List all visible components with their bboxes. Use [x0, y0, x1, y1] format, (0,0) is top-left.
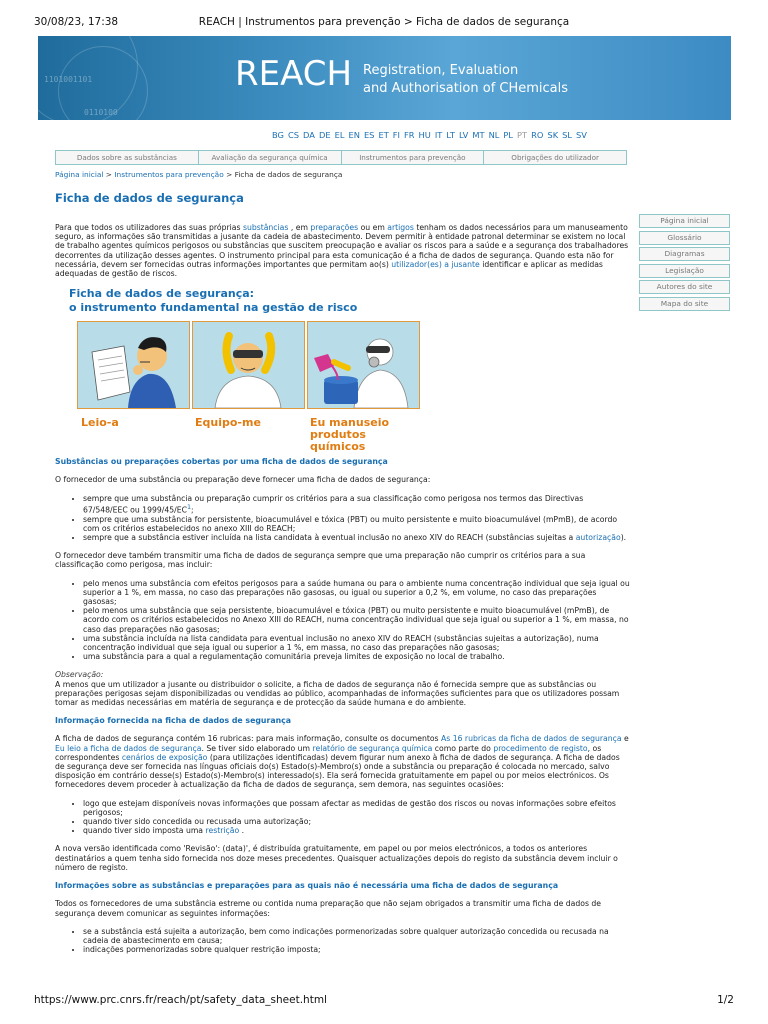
illustration-title-line2: o instrumento fundamental na gestão de risco [69, 301, 358, 315]
section1-paragraph2: O fornecedor deve também transmitir uma ficha de dados de segurança sempre que uma preparação não cumprir os critérios para a sua classificação como perigosa, mas incluir: [55, 551, 586, 570]
text: A ficha de dados de segurança contém 16 rubricas: para mais informação, consulte os documentos [55, 734, 441, 744]
language-link-sk[interactable]: SK [547, 130, 559, 140]
text: ). [620, 533, 627, 542]
tab-dados-substancias[interactable]: Dados sobre as substâncias [56, 151, 199, 164]
side-nav-authors[interactable]: Autores do site [639, 280, 730, 294]
caption-manuseio [310, 417, 425, 453]
section2-paragraph2: A nova versão identificada como 'Revisão': (data)', é distribuída gratuitamente, em papel ou por meios electrónicos, a todos os anteriores destinatários a quem tenha sido fornecida nos doze meses precedentes. Quaisquer actualizações depois do registo da substância devem incluir o número de registo. [55, 844, 618, 872]
illustration-title-line1: Ficha de dados de segurança: [69, 287, 255, 301]
page-title: Ficha de dados de segurança [55, 191, 244, 205]
language-link-pt[interactable]: PT [517, 130, 528, 140]
text: ; [191, 505, 194, 515]
text: (para utilizações identificadas) devem figurar num anexo à ficha de dados de segurança. A ficha de dados de segurança deve ser fornecida nas línguas oficiais do(s) Estado(s)-Membro(s) onde a substância ou preparação é colocada no mercado, salvo disposição em contrário desse(s) Estado(s)-Membro(s) interessado(s). Ela será fornecida gratuitamente em papel ou por meios electrónicos. Os fornecedores devem proceder à actualização da ficha de dados de segurança, sem demora, nas seguintes ocasiões: [55, 752, 620, 790]
text: . Se tiver sido elaborado um [201, 743, 313, 753]
text: , os correspondentes [55, 743, 602, 762]
breadcrumb-home-link[interactable]: Página inicial [55, 170, 104, 179]
section3-paragraph1: Todos os fornecedores de uma substância estreme ou contida numa preparação que não sejam obrigados a transmitir uma ficha de dados de segurança devem comunicar as seguintes informações: [55, 899, 602, 918]
panel-reading [77, 321, 190, 409]
text: . [239, 826, 245, 836]
list-item: • quando tiver sido concedida ou recusada uma autorização; [83, 817, 630, 826]
link-preparacoes[interactable]: preparações [310, 223, 359, 232]
link-relatorio-seguranca[interactable]: relatório de segurança química [312, 743, 433, 753]
list-item: • uma substância incluída na lista candidata para eventual inclusão no anexo XIV do REACH (substâncias sujeitas a autorização), numa concentração individual que seja igual ou superior a 1 %, em massa, no caso das preparações não gasosas; [83, 634, 630, 652]
list-item: • pelo menos uma substância com efeitos perigosos para a saúde humana ou para o ambiente numa concentração individual que seja igual ou superior a 1 %, em massa, no caso das preparações não gasosas, ou igual ou superior a 0,2 %, em volume, no caso das preparações gasosas; [83, 579, 630, 607]
text: tenham os dados necessários para um manuseamento seguro, as informações são transmitidas a jusante da cadeia de abastecimento. Devem permitir à entidade patronal determinar se existem no local de trabalho agentes químicos perigosos ou substâncias que suscitem preocupação e avaliar os riscos para a saúde e a segurança dos trabalhadores decorrentes da utilização desses agentes. O instrumento principal para esta comunicação é a ficha de dados de segurança. Quando esta não for necessária, devem ser fornecidas outras informações importantes que permitam ao(s) [55, 223, 629, 269]
section1-heading: Substâncias ou preparações cobertas por uma ficha de dados de segurança [55, 457, 388, 467]
link-eu-leio-ficha[interactable]: Eu leio a ficha de dados de segurança [55, 743, 202, 753]
link-16-rubricas[interactable]: As 16 rubricas da ficha de dados de segurança [440, 734, 622, 744]
observation-text: A menos que um utilizador a jusante ou distribuidor o solicite, a ficha de dados de segurança não é fornecida sempre que as substâncias ou preparações perigosas sejam disponibilizadas ou vendidas ao público, acompanhadas de informações suficientes para que os utilizadores possam tomar as medidas necessárias em matéria de segurança e de protecção da saúde humana e do ambiente. [55, 679, 620, 708]
link-utilizadores-jusante[interactable]: utilizador(es) a jusante [391, 259, 480, 269]
link-restricao[interactable]: restrição [205, 826, 240, 836]
text: como parte do [432, 743, 494, 753]
chemical-handling-person-icon [308, 322, 419, 408]
reach-banner [38, 36, 731, 120]
language-link-de[interactable]: DE [318, 130, 331, 140]
caption-leio: Leio-a [81, 416, 119, 430]
binary-line: 0110100 [84, 108, 118, 117]
section3-list [83, 927, 630, 955]
link-cenarios-exposicao[interactable]: cenários de exposição [121, 752, 208, 762]
text: , em [288, 223, 311, 232]
text: sempre que uma substância ou preparação cumprir os critérios para a sua classificação como perigosa nos termos das Directivas 67/548/EEC ou 1999/45/EC [83, 493, 584, 515]
breadcrumb-separator: > [223, 170, 235, 179]
list-item: • indicações pormenorizadas sobre qualquer restrição imposta; [83, 945, 630, 954]
section2-heading: Informação fornecida na ficha de dados de segurança [55, 716, 292, 726]
language-link-da[interactable]: DA [303, 130, 315, 140]
tab-instrumentos-prevencao[interactable]: Instrumentos para prevenção [342, 151, 485, 164]
list-item: • se a substância está sujeita a autorização, bem como indicações pormenorizadas sobre qualquer autorização concedida ou recusada na cadeia de abastecimento em causa; [83, 927, 630, 945]
language-link-et[interactable]: ET [378, 130, 389, 140]
list-item: • sempre que uma substância for persistente, bioacumulável e tóxica (PBT) ou muito persistente e muito bioacumulável (mPmB), de acordo com os critérios estabelecidos no anexo XIII do REACH; [83, 515, 630, 533]
print-title: REACH | Instrumentos para prevenção > Ficha de dados de segurança [198, 16, 570, 28]
section1-list2 [83, 579, 630, 662]
side-nav [639, 214, 730, 314]
main-content [55, 223, 630, 963]
print-url: https://www.prc.cnrs.fr/reach/pt/safety_data_sheet.html [34, 994, 327, 1006]
breadcrumb-separator: > [103, 170, 115, 179]
language-link-it[interactable]: IT [434, 130, 443, 140]
side-nav-legislation[interactable]: Legislação [639, 264, 730, 278]
print-page-number: 1/2 [717, 994, 734, 1006]
link-substancias[interactable]: substâncias [242, 223, 289, 232]
list-item [83, 826, 630, 835]
side-nav-home[interactable]: Página inicial [639, 214, 730, 228]
protective-gear-person-icon [193, 322, 304, 408]
language-link-fi[interactable]: FI [392, 130, 400, 140]
language-link-ro[interactable]: RO [531, 130, 544, 140]
side-nav-sitemap[interactable]: Mapa do site [639, 297, 730, 311]
footnote-link[interactable]: 1 [186, 502, 192, 511]
tab-obrigacoes-utilizador[interactable]: Obrigações do utilizador [484, 151, 626, 164]
safety-data-sheet-illustration [65, 287, 425, 454]
language-link-bg[interactable]: BG [272, 130, 284, 140]
text: sempre que a substância estiver incluída na lista candidata à eventual inclusão no anexo XIV do REACH (substâncias sujeitas a [83, 533, 576, 542]
banner-binary-pattern [38, 36, 238, 120]
language-link-lv[interactable]: LV [458, 130, 469, 140]
binary-line: 1101001101 [44, 75, 93, 84]
list-item [83, 533, 630, 542]
panel-equipping [192, 321, 305, 409]
language-link-pl[interactable]: PL [503, 130, 514, 140]
side-nav-diagrams[interactable]: Diagramas [639, 247, 730, 261]
caption-manuseio-line2: produtos químicos [310, 428, 366, 454]
list-item: • pelo menos uma substância que seja persistente, bioacumulável e tóxica (PBT) ou muito persistente e muito bioacumulável (mPmB), de acordo com os critérios estabelecidos no Anexo XIII do REACH, numa concentração individual que seja igual ou superior a 1 %, em massa, no caso das preparações não gasosas; [83, 606, 630, 634]
caption-equipo: Equipo-me [195, 416, 261, 430]
link-autorizacao[interactable]: autorização [575, 533, 621, 542]
caption-manuseio-line1: Eu manuseio [310, 416, 390, 430]
reach-logo: REACH [235, 54, 353, 94]
language-link-sv[interactable]: SV [576, 130, 587, 140]
breadcrumb [55, 170, 342, 179]
print-datetime: 30/08/23, 17:38 [34, 16, 119, 28]
language-link-en[interactable]: EN [348, 130, 360, 140]
breadcrumb-section-link[interactable]: Instrumentos para prevenção [114, 170, 224, 179]
list-item: • uma substância para a qual a regulamentação comunitária preveja limites de exposição no local de trabalho. [83, 652, 630, 661]
language-link-lt[interactable]: LT [446, 130, 455, 140]
side-nav-glossary[interactable]: Glossário [639, 231, 730, 245]
link-artigos[interactable]: artigos [387, 223, 414, 232]
reading-person-icon [78, 322, 189, 408]
link-procedimento-registo[interactable]: procedimento de registo [493, 743, 588, 753]
language-link-es[interactable]: ES [363, 130, 375, 140]
observation [55, 670, 630, 707]
language-link-el[interactable]: EL [334, 130, 345, 140]
list-item: • logo que estejam disponíveis novas informações que possam afectar as medidas de gestão dos riscos ou novas informações sobre efeitos perigosos; [83, 799, 630, 817]
text: e [621, 734, 629, 744]
language-link-hu[interactable]: HU [418, 130, 431, 140]
language-link-mt[interactable]: MT [472, 130, 485, 140]
language-link-sl[interactable]: SL [562, 130, 573, 140]
tab-avaliacao-seguranca[interactable]: Avaliação da segurança química [199, 151, 342, 164]
top-nav [55, 150, 627, 165]
intro-paragraph [55, 223, 630, 278]
section1-list1 [83, 494, 630, 543]
banner-subtitle-line1: Registration, Evaluation [363, 63, 519, 78]
banner-subtitle-line2: and Authorisation of CHemicals [363, 81, 569, 96]
language-link-cs[interactable]: CS [287, 130, 300, 140]
section3-heading: Informações sobre as substâncias e preparações para as quais não é necessária uma ficha de dados de segurança [55, 881, 559, 891]
observation-label: Observação: [55, 670, 104, 680]
illustration-title [69, 287, 357, 315]
list-item [83, 494, 630, 515]
language-bar [272, 130, 591, 140]
section2-paragraph1 [55, 734, 630, 789]
text: ou em [358, 223, 388, 232]
banner-subtitle [363, 62, 568, 98]
text: Para que todos os utilizadores das suas próprias [55, 223, 243, 232]
section1-paragraph1: O fornecedor de uma substância ou preparação deve fornecer uma ficha de dados de segurança: [55, 475, 431, 485]
text: identificar e aplicar as medidas adequadas de gestão de riscos. [55, 259, 603, 279]
section2-list [83, 799, 630, 836]
language-link-fr[interactable]: FR [404, 130, 415, 140]
print-header [0, 16, 768, 30]
language-link-nl[interactable]: NL [488, 130, 500, 140]
text: quando tiver sido imposta uma [83, 826, 206, 836]
panel-handling [307, 321, 420, 409]
breadcrumb-current: Ficha de dados de segurança [234, 170, 343, 179]
